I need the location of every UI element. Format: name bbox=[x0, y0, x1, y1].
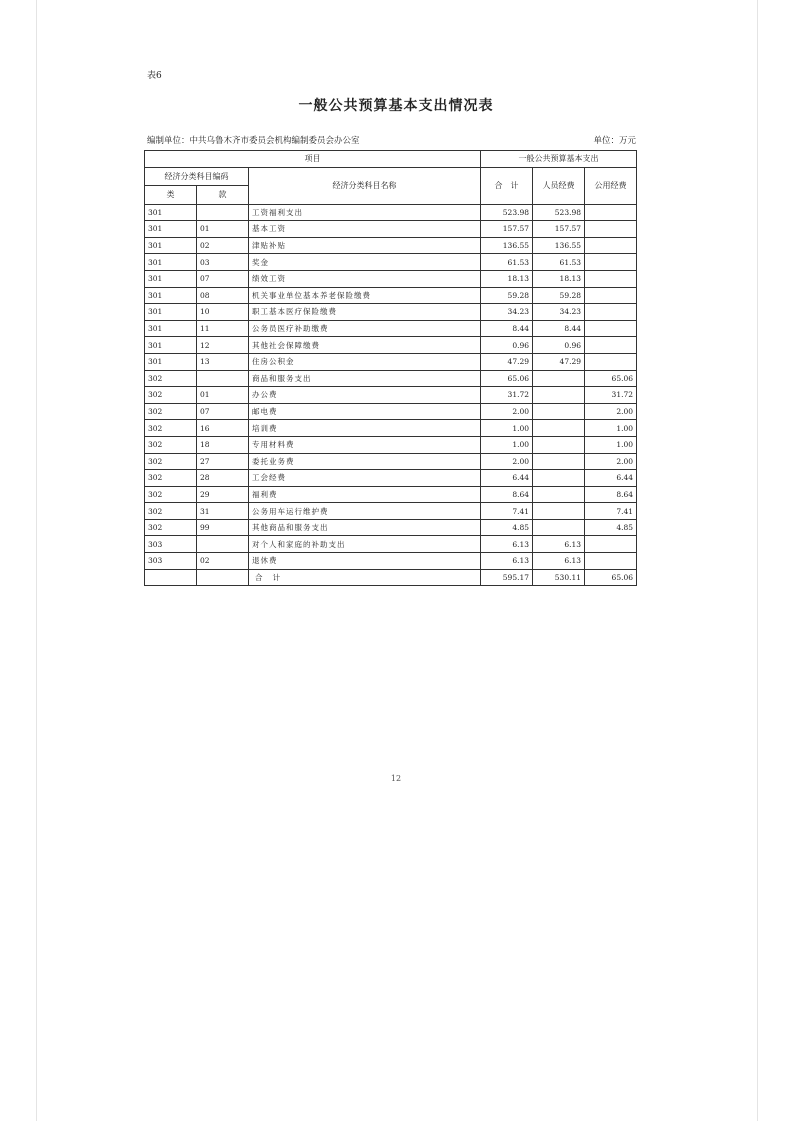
cell-class: 301 bbox=[145, 237, 197, 254]
table-row bbox=[145, 553, 637, 570]
cell-class: 302 bbox=[145, 387, 197, 404]
cell-total: 8.44 bbox=[481, 320, 533, 337]
cell-personnel: 0.96 bbox=[533, 337, 585, 354]
cell-item: 27 bbox=[197, 453, 249, 470]
header-row-2 bbox=[145, 167, 637, 186]
cell-total: 59.28 bbox=[481, 287, 533, 304]
cell-class: 302 bbox=[145, 519, 197, 536]
cell-name: 福利费 bbox=[249, 486, 481, 503]
cell-name: 退休费 bbox=[249, 553, 481, 570]
cell-name: 商品和服务支出 bbox=[249, 370, 481, 387]
cell-class: 301 bbox=[145, 287, 197, 304]
cell-personnel: 61.53 bbox=[533, 254, 585, 271]
table-row bbox=[145, 470, 637, 487]
cell-public: 4.85 bbox=[585, 519, 637, 536]
table-row bbox=[145, 353, 637, 370]
budget-table bbox=[144, 150, 637, 586]
cell-class: 302 bbox=[145, 436, 197, 453]
cell-name: 公务用车运行维护费 bbox=[249, 503, 481, 520]
cell-personnel: 6.13 bbox=[533, 553, 585, 570]
cell-name: 邮电费 bbox=[249, 403, 481, 420]
cell-class: 302 bbox=[145, 486, 197, 503]
cell-personnel bbox=[533, 486, 585, 503]
cell-public: 1.00 bbox=[585, 420, 637, 437]
cell-public: 7.41 bbox=[585, 503, 637, 520]
cell-class: 301 bbox=[145, 320, 197, 337]
cell-class: 303 bbox=[145, 553, 197, 570]
header-econ-name: 经济分类科目名称 bbox=[249, 167, 481, 204]
cell-public bbox=[585, 553, 637, 570]
cell-class: 302 bbox=[145, 503, 197, 520]
cell-public bbox=[585, 337, 637, 354]
cell-public bbox=[585, 254, 637, 271]
cell-item: 18 bbox=[197, 436, 249, 453]
cell-item: 99 bbox=[197, 519, 249, 536]
cell-name: 工会经费 bbox=[249, 470, 481, 487]
cell-class bbox=[145, 569, 197, 586]
cell-item: 11 bbox=[197, 320, 249, 337]
cell-total: 1.00 bbox=[481, 436, 533, 453]
cell-personnel: 59.28 bbox=[533, 287, 585, 304]
cell-public bbox=[585, 353, 637, 370]
cell-public: 2.00 bbox=[585, 453, 637, 470]
cell-total: 18.13 bbox=[481, 270, 533, 287]
cell-total: 6.44 bbox=[481, 470, 533, 487]
table-row bbox=[145, 453, 637, 470]
page-number: 12 bbox=[390, 774, 402, 783]
table-row bbox=[145, 420, 637, 437]
cell-personnel bbox=[533, 420, 585, 437]
cell-total: 34.23 bbox=[481, 304, 533, 321]
cell-name: 培训费 bbox=[249, 420, 481, 437]
total-personnel: 530.11 bbox=[533, 569, 585, 586]
table-row bbox=[145, 536, 637, 553]
cell-public bbox=[585, 237, 637, 254]
cell-personnel bbox=[533, 519, 585, 536]
cell-name: 对个人和家庭的补助支出 bbox=[249, 536, 481, 553]
cell-item bbox=[197, 370, 249, 387]
cell-personnel: 136.55 bbox=[533, 237, 585, 254]
compiling-unit: 编制单位：中共乌鲁木齐市委员会机构编制委员会办公室 bbox=[147, 136, 360, 146]
header-public: 公用经费 bbox=[585, 167, 637, 204]
cell-personnel bbox=[533, 453, 585, 470]
total-label: 合计 bbox=[249, 569, 481, 586]
cell-name: 津贴补贴 bbox=[249, 237, 481, 254]
total-row bbox=[145, 569, 637, 586]
cell-item bbox=[197, 569, 249, 586]
cell-public: 65.06 bbox=[585, 370, 637, 387]
cell-class: 301 bbox=[145, 353, 197, 370]
cell-item: 08 bbox=[197, 287, 249, 304]
cell-item bbox=[197, 204, 249, 221]
cell-item: 02 bbox=[197, 553, 249, 570]
total-amount: 595.17 bbox=[481, 569, 533, 586]
cell-item: 01 bbox=[197, 387, 249, 404]
table-row bbox=[145, 320, 637, 337]
cell-class: 302 bbox=[145, 453, 197, 470]
cell-name: 住房公积金 bbox=[249, 353, 481, 370]
table-row bbox=[145, 304, 637, 321]
cell-name: 工资福利支出 bbox=[249, 204, 481, 221]
table-row bbox=[145, 503, 637, 520]
cell-name: 基本工资 bbox=[249, 221, 481, 238]
cell-public: 6.44 bbox=[585, 470, 637, 487]
cell-public bbox=[585, 320, 637, 337]
cell-personnel: 8.44 bbox=[533, 320, 585, 337]
page-title: 一般公共预算基本支出情况表 bbox=[298, 98, 494, 114]
cell-personnel bbox=[533, 436, 585, 453]
table-row bbox=[145, 436, 637, 453]
cell-class: 301 bbox=[145, 221, 197, 238]
cell-total: 157.57 bbox=[481, 221, 533, 238]
cell-public: 2.00 bbox=[585, 403, 637, 420]
cell-item: 31 bbox=[197, 503, 249, 520]
cell-name: 机关事业单位基本养老保险缴费 bbox=[249, 287, 481, 304]
cell-item: 13 bbox=[197, 353, 249, 370]
cell-class: 301 bbox=[145, 254, 197, 271]
table-row bbox=[145, 254, 637, 271]
cell-item: 28 bbox=[197, 470, 249, 487]
table-number: 表6 bbox=[147, 71, 162, 81]
cell-class: 302 bbox=[145, 403, 197, 420]
cell-personnel: 523.98 bbox=[533, 204, 585, 221]
page-right-edge bbox=[757, 0, 758, 1121]
cell-name: 委托业务费 bbox=[249, 453, 481, 470]
cell-item: 01 bbox=[197, 221, 249, 238]
cell-public bbox=[585, 304, 637, 321]
cell-name: 其他商品和服务支出 bbox=[249, 519, 481, 536]
cell-class: 302 bbox=[145, 420, 197, 437]
page-left-edge bbox=[36, 0, 37, 1121]
header-project: 项目 bbox=[145, 151, 481, 168]
cell-item: 12 bbox=[197, 337, 249, 354]
cell-item: 29 bbox=[197, 486, 249, 503]
cell-name: 办公费 bbox=[249, 387, 481, 404]
cell-item bbox=[197, 536, 249, 553]
cell-public bbox=[585, 270, 637, 287]
cell-class: 302 bbox=[145, 470, 197, 487]
cell-class: 301 bbox=[145, 337, 197, 354]
header-item: 款 bbox=[197, 186, 249, 205]
cell-name: 其他社会保障缴费 bbox=[249, 337, 481, 354]
header-personnel: 人员经费 bbox=[533, 167, 585, 204]
cell-total: 6.13 bbox=[481, 536, 533, 553]
cell-name: 奖金 bbox=[249, 254, 481, 271]
cell-class: 301 bbox=[145, 304, 197, 321]
table-row bbox=[145, 486, 637, 503]
cell-name: 公务员医疗补助缴费 bbox=[249, 320, 481, 337]
cell-personnel: 6.13 bbox=[533, 536, 585, 553]
cell-personnel bbox=[533, 403, 585, 420]
cell-total: 65.06 bbox=[481, 370, 533, 387]
cell-name: 绩效工资 bbox=[249, 270, 481, 287]
cell-public bbox=[585, 221, 637, 238]
table-row bbox=[145, 270, 637, 287]
table-row bbox=[145, 204, 637, 221]
cell-class: 303 bbox=[145, 536, 197, 553]
table-row bbox=[145, 337, 637, 354]
table-row bbox=[145, 287, 637, 304]
cell-class: 301 bbox=[145, 204, 197, 221]
header-total: 合 计 bbox=[481, 167, 533, 204]
cell-personnel: 157.57 bbox=[533, 221, 585, 238]
cell-public: 1.00 bbox=[585, 436, 637, 453]
cell-name: 职工基本医疗保险缴费 bbox=[249, 304, 481, 321]
cell-total: 2.00 bbox=[481, 403, 533, 420]
cell-total: 2.00 bbox=[481, 453, 533, 470]
cell-public: 31.72 bbox=[585, 387, 637, 404]
header-class: 类 bbox=[145, 186, 197, 205]
cell-public bbox=[585, 287, 637, 304]
cell-item: 07 bbox=[197, 403, 249, 420]
cell-public bbox=[585, 536, 637, 553]
table-row bbox=[145, 387, 637, 404]
total-public: 65.06 bbox=[585, 569, 637, 586]
cell-personnel: 18.13 bbox=[533, 270, 585, 287]
cell-name: 专用材料费 bbox=[249, 436, 481, 453]
table-row bbox=[145, 221, 637, 238]
cell-personnel bbox=[533, 503, 585, 520]
cell-item: 10 bbox=[197, 304, 249, 321]
cell-total: 4.85 bbox=[481, 519, 533, 536]
cell-public bbox=[585, 204, 637, 221]
cell-total: 61.53 bbox=[481, 254, 533, 271]
currency-unit: 单位：万元 bbox=[593, 136, 636, 146]
cell-total: 7.41 bbox=[481, 503, 533, 520]
cell-total: 523.98 bbox=[481, 204, 533, 221]
cell-item: 02 bbox=[197, 237, 249, 254]
cell-total: 31.72 bbox=[481, 387, 533, 404]
cell-total: 1.00 bbox=[481, 420, 533, 437]
cell-class: 302 bbox=[145, 370, 197, 387]
table-row bbox=[145, 519, 637, 536]
table-row bbox=[145, 237, 637, 254]
cell-public: 8.64 bbox=[585, 486, 637, 503]
table-row bbox=[145, 370, 637, 387]
cell-personnel bbox=[533, 387, 585, 404]
cell-total: 136.55 bbox=[481, 237, 533, 254]
cell-item: 07 bbox=[197, 270, 249, 287]
cell-total: 6.13 bbox=[481, 553, 533, 570]
cell-class: 301 bbox=[145, 270, 197, 287]
table-row bbox=[145, 403, 637, 420]
cell-item: 03 bbox=[197, 254, 249, 271]
header-econ-code: 经济分类科目编码 bbox=[145, 167, 249, 186]
header-expense: 一般公共预算基本支出 bbox=[481, 151, 637, 168]
cell-personnel bbox=[533, 470, 585, 487]
header-row-1 bbox=[145, 151, 637, 168]
cell-personnel: 34.23 bbox=[533, 304, 585, 321]
cell-total: 47.29 bbox=[481, 353, 533, 370]
cell-item: 16 bbox=[197, 420, 249, 437]
cell-personnel bbox=[533, 370, 585, 387]
cell-total: 8.64 bbox=[481, 486, 533, 503]
cell-personnel: 47.29 bbox=[533, 353, 585, 370]
cell-total: 0.96 bbox=[481, 337, 533, 354]
